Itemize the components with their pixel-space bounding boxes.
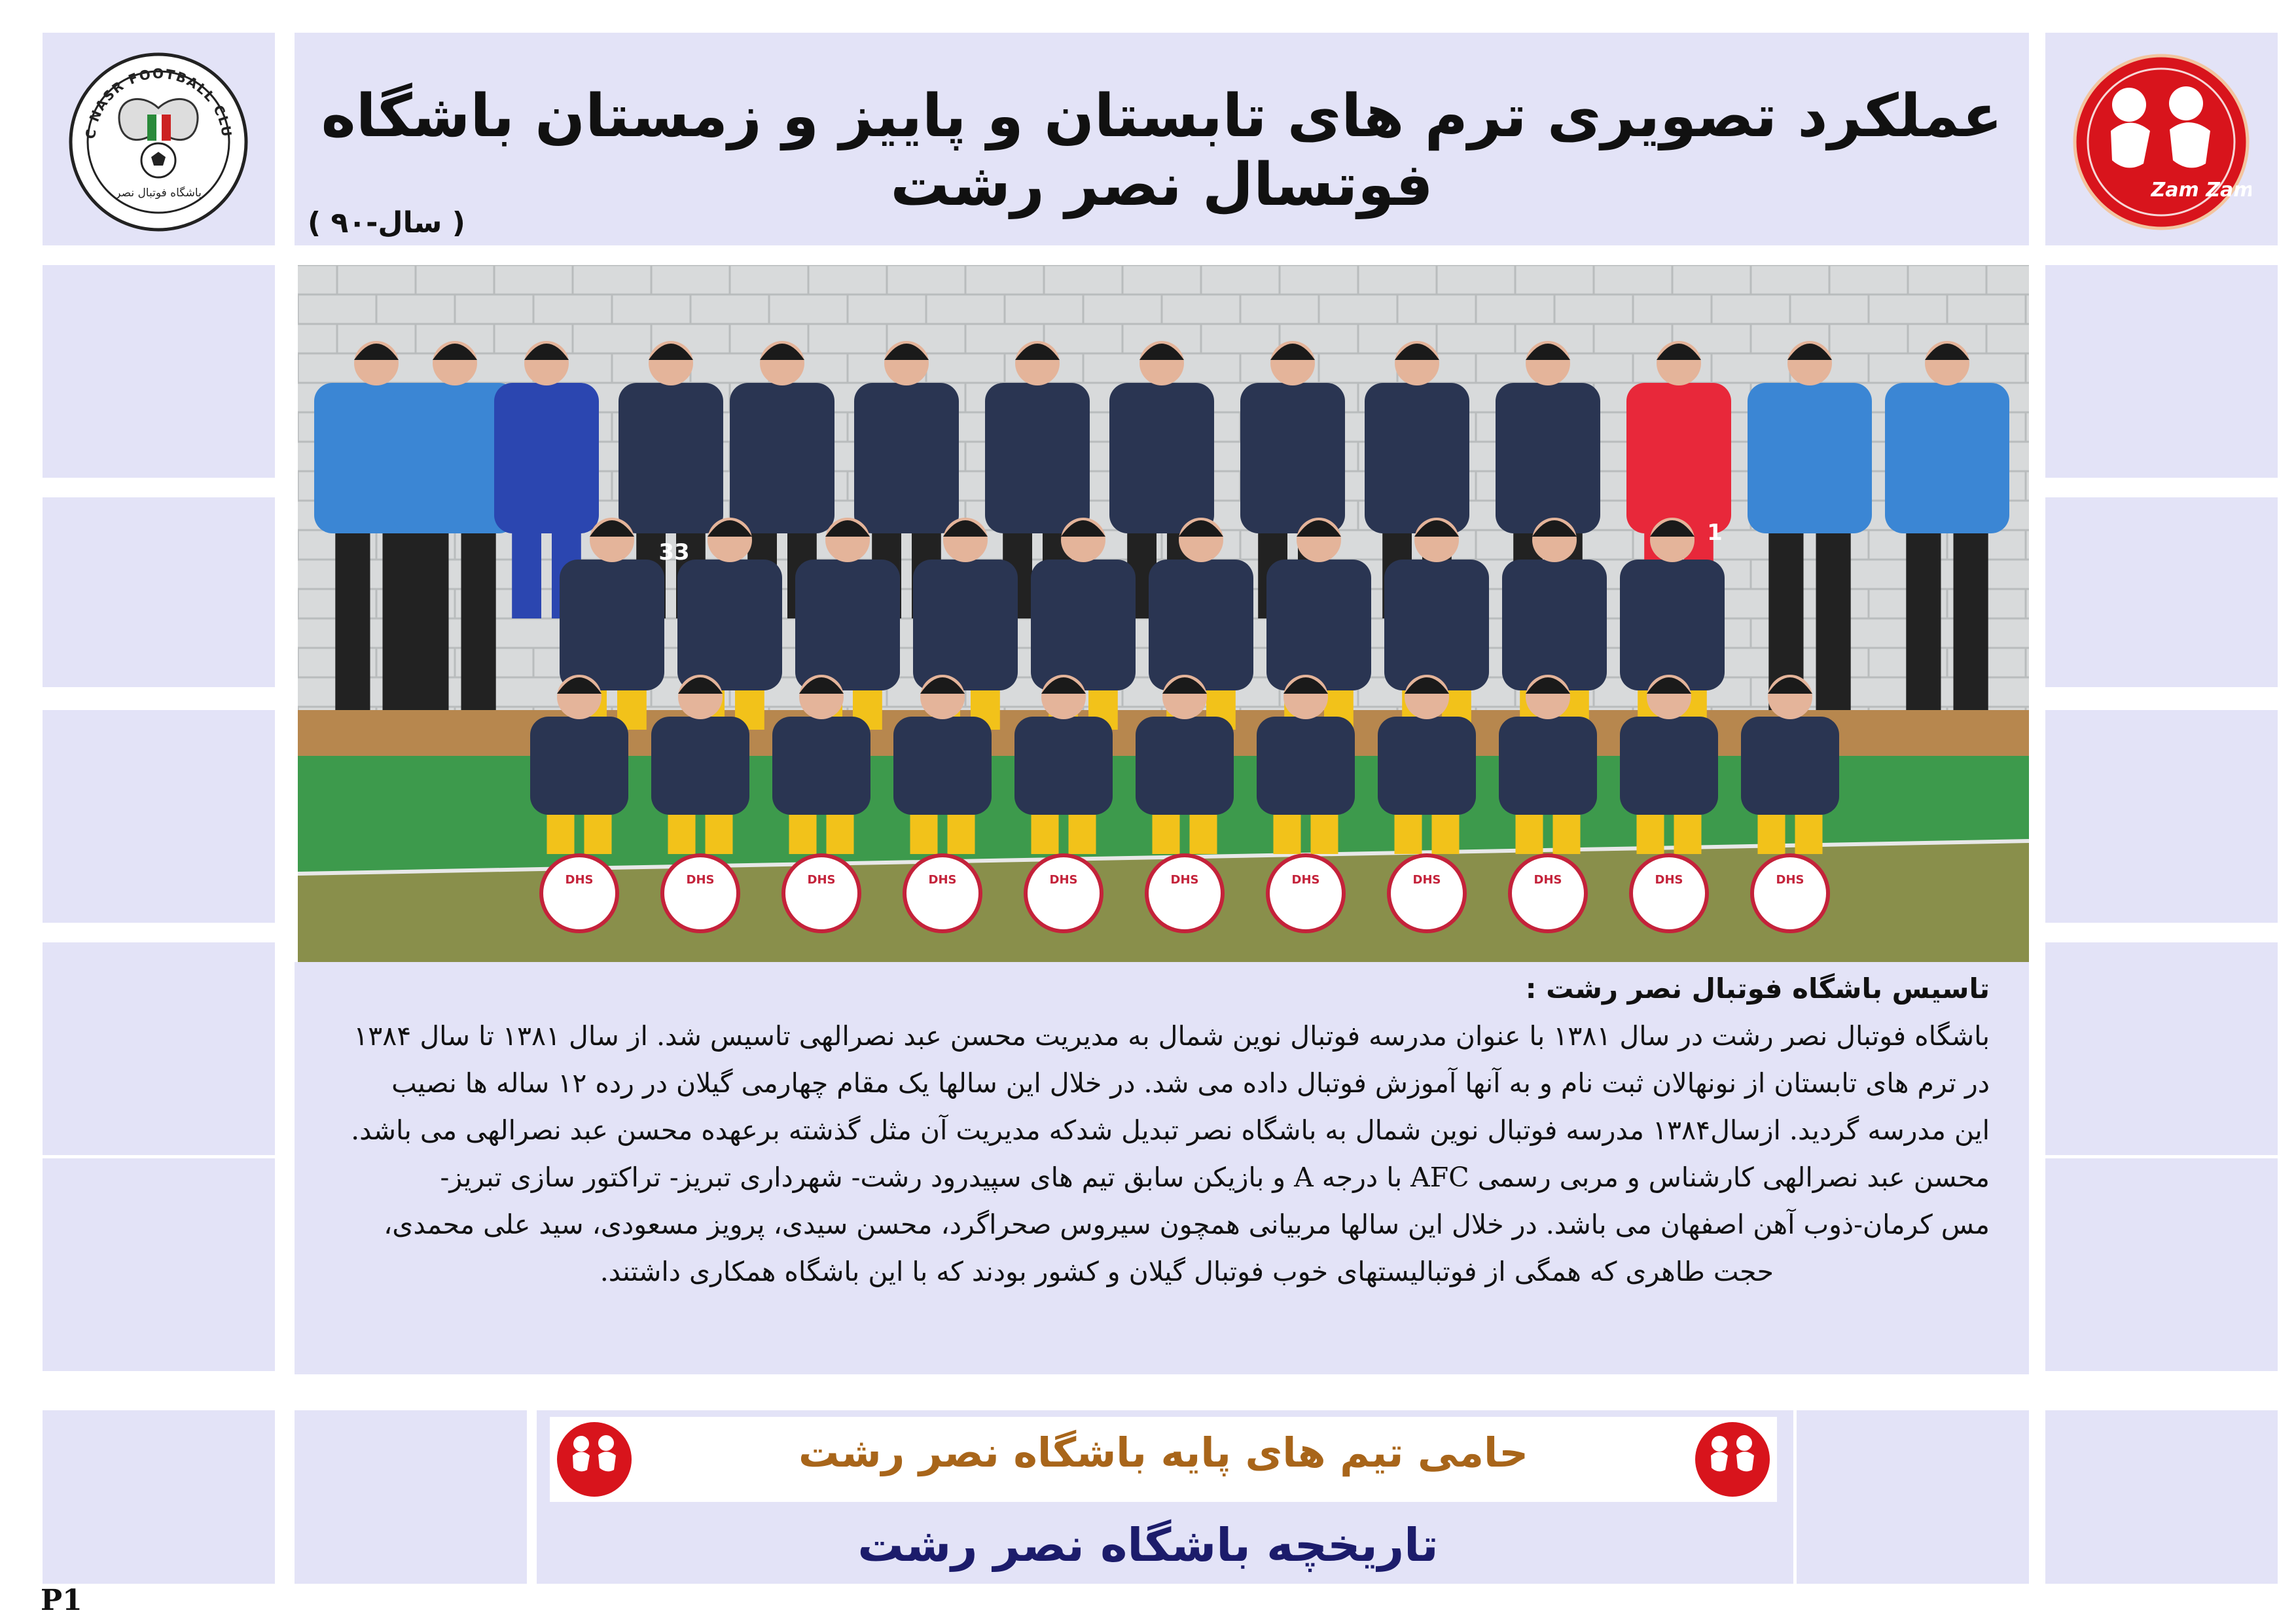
player-body — [854, 383, 959, 533]
football — [783, 855, 859, 931]
coach-body — [1748, 383, 1872, 533]
season-label: ( سال-۹۰ ) — [308, 206, 465, 240]
club-logo — [69, 52, 249, 232]
goalkeeper-number: 1 — [1707, 520, 1723, 546]
player-leg — [910, 815, 938, 854]
coach-leg — [414, 533, 448, 710]
player-body — [1240, 383, 1345, 533]
club-logo-ring-text: C NASR FOOTBALL CLU — [82, 65, 236, 140]
history-line: در ترم های تابستان از نونهالان ثبت نام و به آنها آموزش فوتبال داده می شد. در خلال این سالها یک مقام چهارمی گیلان در رده ۱۲ ساله ها نصیب — [391, 1067, 1990, 1099]
bg-tile — [2045, 1158, 2278, 1371]
player-body — [1149, 560, 1253, 690]
player-body — [560, 560, 664, 690]
ball-brand-label: DHS — [686, 873, 715, 887]
section-heading: تاسیس باشگاه فوتبال نصر رشت : — [1525, 972, 1990, 1005]
ball-brand-label: DHS — [807, 873, 836, 887]
player-body — [772, 717, 870, 815]
player-body — [1266, 560, 1371, 690]
player-body — [1502, 560, 1607, 690]
player-leg — [1432, 815, 1460, 854]
bg-tile — [43, 497, 275, 687]
bg-tile — [43, 942, 275, 1155]
history-line: محسن عبد نصرالهی کارشناس و مربی رسمی AFC با درجه A و بازیکن سابق تیم های سپیدرود رشت- شهرداری تبریز- تراکتور سازی تبریز- — [440, 1162, 1990, 1193]
player-leg — [827, 815, 854, 854]
player-leg — [948, 815, 975, 854]
coach-leg — [1816, 533, 1851, 710]
sponsor-banner-logo-left — [555, 1420, 634, 1499]
bg-tile — [43, 1158, 275, 1371]
history-text — [308, 965, 1990, 1295]
goalkeeper-leg — [512, 533, 541, 618]
ball-brand-label: DHS — [1291, 873, 1320, 887]
player-body — [893, 717, 992, 815]
bg-tile — [2045, 942, 2278, 1155]
player-body — [985, 383, 1090, 533]
ball-brand-label: DHS — [1049, 873, 1078, 887]
player-body — [1741, 717, 1839, 815]
player-leg — [1637, 815, 1664, 854]
football — [1268, 855, 1344, 931]
goalkeeper-number: 33 — [658, 539, 690, 565]
sponsor-banner — [550, 1417, 1777, 1502]
football — [1510, 855, 1586, 931]
team-photo — [298, 265, 2029, 962]
player-leg — [789, 815, 817, 854]
ball-brand-label: DHS — [928, 873, 957, 887]
player-body — [530, 717, 628, 815]
player-body — [1620, 717, 1718, 815]
player-leg — [1274, 815, 1301, 854]
player-leg — [706, 815, 733, 854]
bg-tile — [43, 265, 275, 478]
player-body — [1496, 383, 1600, 533]
player-leg — [1553, 815, 1581, 854]
player-body — [1136, 717, 1234, 815]
player-leg — [584, 815, 612, 854]
goalkeeper-body — [1626, 383, 1731, 533]
sponsor-logo — [2072, 52, 2251, 232]
ball-brand-label: DHS — [1170, 873, 1199, 887]
player-leg — [547, 815, 575, 854]
bg-tile — [2045, 265, 2278, 478]
player-body — [1109, 383, 1214, 533]
player-body — [1257, 717, 1355, 815]
football — [1389, 855, 1465, 931]
bg-tile — [2045, 497, 2278, 687]
coach-leg — [1906, 533, 1941, 710]
sponsor-banner-text: حامی تیم های پایه باشگاه نصر رشت — [798, 1429, 1529, 1476]
ball-brand-label: DHS — [1412, 873, 1441, 887]
history-line: باشگاه فوتبال نصر رشت در سال ۱۳۸۱ با عنوان مدرسه فوتبال نوین شمال به مدیریت محسن عبد نصرالهی تاسیس شد. از سال ۱۳۸۱ تا سال ۱۳۸۴ — [353, 1020, 1990, 1052]
player-body — [795, 560, 900, 690]
ball-brand-label: DHS — [1776, 873, 1804, 887]
player-leg — [1395, 815, 1422, 854]
player-leg — [1758, 815, 1785, 854]
player-body — [1365, 383, 1469, 533]
football — [662, 855, 738, 931]
football — [1026, 855, 1102, 931]
player-leg — [1190, 815, 1217, 854]
player-leg — [668, 815, 696, 854]
football — [1752, 855, 1828, 931]
ball-brand-label: DHS — [1534, 873, 1562, 887]
sponsor-banner-logo-right — [1693, 1420, 1772, 1499]
football — [1147, 855, 1223, 931]
player-body — [1384, 560, 1489, 690]
player-leg — [1031, 815, 1059, 854]
football — [1631, 855, 1707, 931]
history-line: این مدرسه گردید. ازسال۱۳۸۴ مدرسه فوتبال نوین شمال به باشگاه نصر تبدیل شدکه مدیریت آن مثل گذشته برعهده محسن عبد نصرالهی می باشد. — [351, 1115, 1990, 1146]
coach-leg — [335, 533, 370, 710]
bg-tile — [2045, 710, 2278, 923]
coach-leg — [383, 533, 418, 710]
player-leg — [1795, 815, 1823, 854]
ball-brand-label: DHS — [565, 873, 594, 887]
goalkeeper-body — [494, 383, 599, 533]
coach-leg — [461, 533, 496, 710]
history-title: تاریخچه باشگاه نصر رشت — [857, 1518, 1439, 1572]
player-body — [1014, 717, 1113, 815]
player-body — [913, 560, 1018, 690]
coach-body — [1885, 383, 2009, 533]
player-body — [1031, 560, 1136, 690]
page-number: P1 — [41, 1584, 82, 1617]
player-leg — [1674, 815, 1702, 854]
coach-leg — [1954, 533, 1988, 710]
player-body — [1499, 717, 1597, 815]
football — [541, 855, 617, 931]
ball-brand-label: DHS — [1655, 873, 1683, 887]
club-logo-bottom-text: باشگاه فوتبال نصر — [115, 187, 202, 200]
sponsor-logo-text: Zam Zam — [2151, 179, 2251, 202]
history-line: مس کرمان-ذوب آهن اصفهان می باشد. در خلال این سالها مربیانی همچون سیروس صحراگرد، محسن سیدی، پرویز مسعودی، سید علی محمدی، — [384, 1209, 1990, 1240]
header-panel — [295, 33, 2029, 245]
player-body — [1620, 560, 1725, 690]
page-title: عملکرد تصویری ترم های تابستان و پاییز و زمستان باشگاه فوتسال نصر رشت — [321, 82, 2003, 219]
player-leg — [1153, 815, 1180, 854]
player-body — [1378, 717, 1476, 815]
football — [905, 855, 980, 931]
player-body — [619, 383, 723, 533]
history-line: حجت طاهری که همگی از فوتبالیستهای خوب فوتبال گیلان و کشور بودند که با این باشگاه همکاری داشتند. — [600, 1256, 1774, 1287]
bg-tile — [43, 710, 275, 923]
player-leg — [1311, 815, 1338, 854]
player-leg — [1516, 815, 1543, 854]
player-body — [651, 717, 749, 815]
player-leg — [1069, 815, 1096, 854]
player-body — [730, 383, 834, 533]
player-body — [677, 560, 782, 690]
